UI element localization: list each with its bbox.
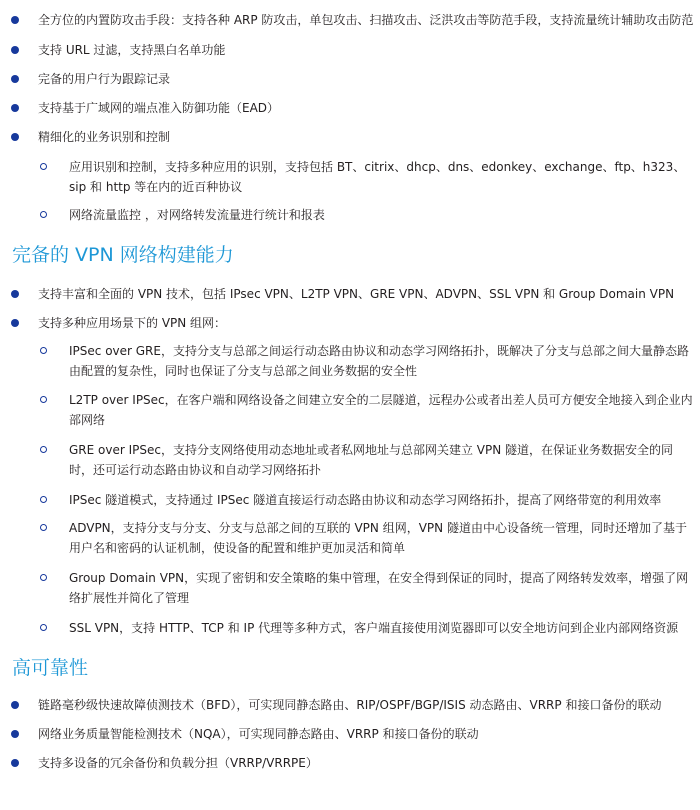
bullet-dot-icon	[11, 16, 19, 24]
list-item-text: 完备的用户行为跟踪记录	[38, 72, 171, 86]
bullet-dot-icon	[11, 701, 19, 709]
bullet-dot-icon	[11, 104, 19, 112]
sub-list-item-text: IPSec 隧道模式，支持通过 IPSec 隧道直接运行动态路由协议和动态学习网络拓扑，提高了网络带宽的利用效率	[69, 493, 662, 507]
sub-list-item-text: 应用识别和控制，支持多种应用的识别，支持包括 BT、citrix、dhcp、dns、edonkey、exchange、ftp、h323、sip 和 http 等在内的近百种协议	[69, 160, 686, 194]
list-item-text: 支持 URL 过滤，支持黑白名单功能	[38, 43, 226, 57]
bullet-circle-icon	[40, 496, 47, 503]
sub-list-item-text: L2TP over IPSec，在客户端和网络设备之间建立安全的二层隧道，远程办公或者出差人员可方便安全地接入到企业内部网络	[69, 393, 693, 427]
list-item-text: 网络业务质量智能检测技术（NQA），可实现同静态路由、VRRP 和接口备份的联动	[38, 727, 479, 741]
sub-list-item-text: SSL VPN，支持 HTTP、TCP 和 IP 代理等多种方式，客户端直接使用浏览器即可以安全地访问到企业内部网络资源	[69, 621, 679, 635]
sub-list-item-text: 网络流量监控 ，对网络转发流量进行统计和报表	[69, 208, 325, 222]
bullet-dot-icon	[11, 133, 19, 141]
bullet-dot-icon	[11, 730, 19, 738]
bullet-dot-icon	[11, 290, 19, 298]
section-heading-vpn: 完备的 VPN 网络构建能力	[12, 244, 234, 266]
bullet-circle-icon	[40, 347, 47, 354]
list-item-text: 支持多设备的冗余备份和负载分担（VRRP/VRRPE）	[38, 756, 318, 770]
bullet-circle-icon	[40, 211, 47, 218]
bullet-dot-icon	[11, 46, 19, 54]
bullet-circle-icon	[40, 163, 47, 170]
bullet-circle-icon	[40, 624, 47, 631]
bullet-circle-icon	[40, 396, 47, 403]
bullet-circle-icon	[40, 446, 47, 453]
sub-list-item-text: ADVPN，支持分支与分支、分支与总部之间的互联的 VPN 组网，VPN 隧道由中心设备统一管理，同时还增加了基于用户名和密码的认证机制，使设备的配置和维护更加灵活和简单	[69, 521, 687, 555]
list-item-text: 支持丰富和全面的 VPN 技术，包括 IPsec VPN、L2TP VPN、GRE VPN、ADVPN、SSL VPN 和 Group Domain VPN	[38, 287, 675, 301]
list-item-text: 精细化的业务识别和控制	[38, 130, 171, 144]
sub-list-item-text: Group Domain VPN，实现了密钥和安全策略的集中管理，在安全得到保证的同时，提高了网络转发效率，增强了网络扩展性并简化了管理	[69, 571, 689, 605]
bullet-dot-icon	[11, 75, 19, 83]
list-item-text: 支持多种应用场景下的 VPN 组网：	[38, 316, 227, 330]
list-item-text: 链路毫秒级快速故障侦测技术（BFD），可实现同静态路由、RIP/OSPF/BGP/ISIS 动态路由、VRRP 和接口备份的联动	[38, 698, 662, 712]
list-item-text: 支持基于广域网的端点准入防御功能（EAD）	[38, 101, 280, 115]
sub-list-item-text: GRE over IPSec，支持分支网络使用动态地址或者私网地址与总部网关建立 VPN 隧道，在保证业务数据安全的同时，还可运行动态路由协议和自动学习网络拓扑	[69, 443, 674, 477]
bullet-circle-icon	[40, 524, 47, 531]
section-heading-reliability: 高可靠性	[12, 657, 89, 679]
bullet-circle-icon	[40, 574, 47, 581]
list-item-text: 全方位的内置防攻击手段：支持各种 ARP 防攻击，单包攻击、扫描攻击、泛洪攻击等防范手段，支持流量统计辅助攻击防范	[38, 13, 694, 27]
bullet-dot-icon	[11, 319, 19, 327]
bullet-dot-icon	[11, 759, 19, 767]
sub-list-item-text: IPSec over GRE，支持分支与总部之间运行动态路由协议和动态学习网络拓扑，既解决了分支与总部之间大量静态路由配置的复杂性，同时也保证了分支与总部之间业务数据的安全性	[69, 344, 689, 378]
